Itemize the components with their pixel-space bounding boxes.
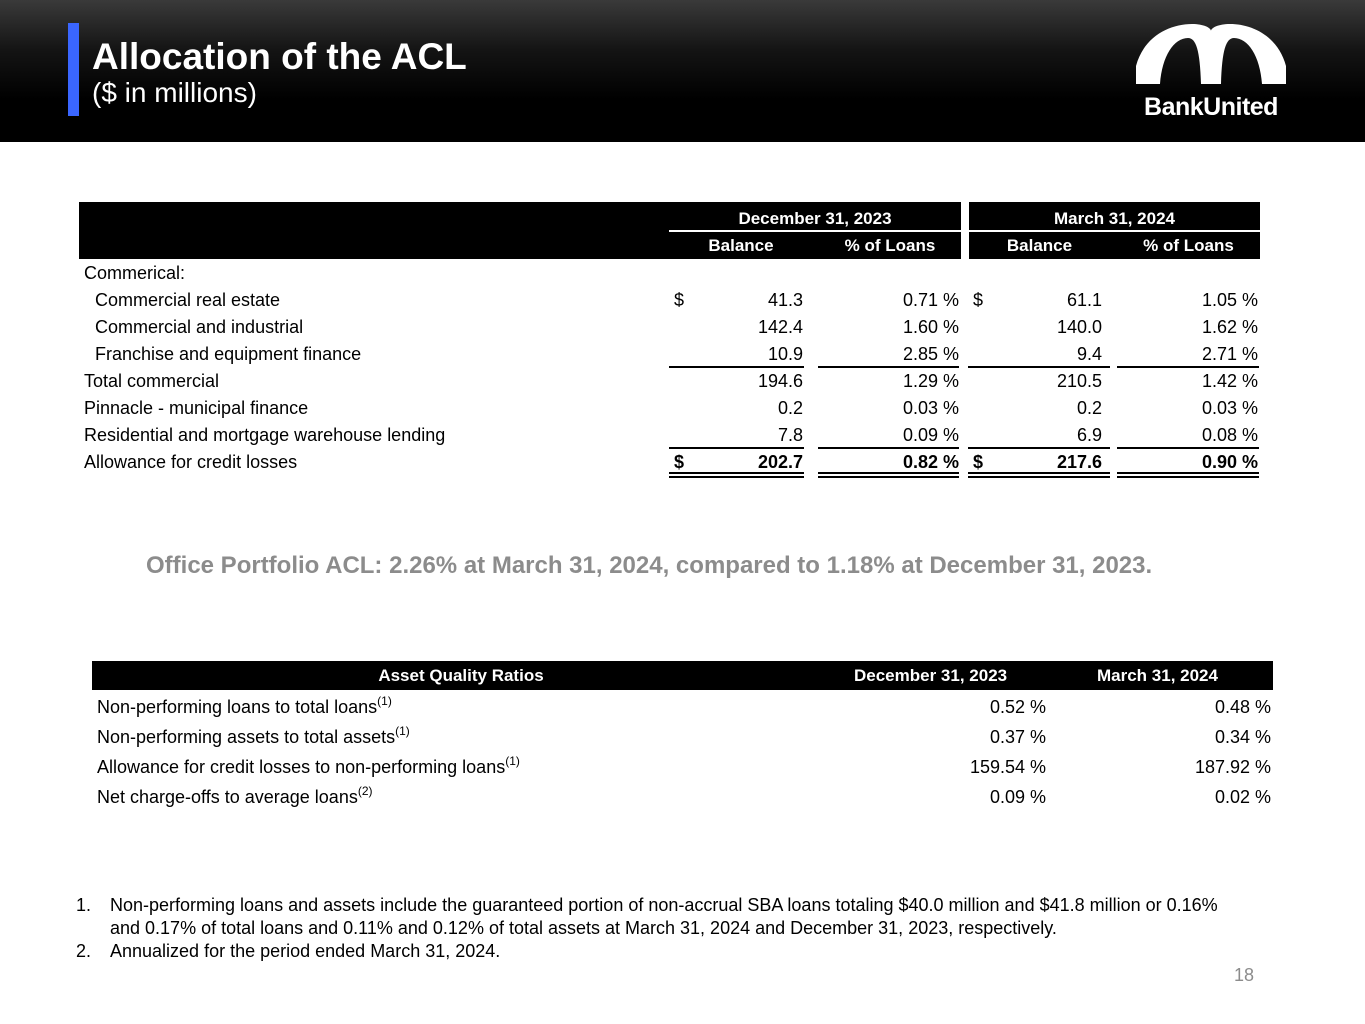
period-dec-2023: December 31, 2023 (738, 209, 892, 228)
pct-dec: 0.82 % (902, 452, 959, 472)
pct-mar: 1.05 % (1201, 290, 1258, 310)
office-portfolio-note: Office Portfolio ACL: 2.26% at March 31, 2024, compared to 1.18% at December 31, 2023. (146, 552, 1153, 579)
pct-mar: 0.03 % (1201, 398, 1258, 418)
currency-symbol: $ (674, 452, 685, 472)
balance-dec: 194.6 (757, 371, 803, 391)
page-subtitle: ($ in millions) (92, 77, 257, 108)
col-pct-mar: % of Loans (1143, 236, 1234, 255)
balance-mar: 9.4 (1076, 344, 1102, 364)
logo-text: BankUnited (1144, 93, 1278, 121)
ratio-label: Non-performing loans to total loans$^{(1)}$ (97, 694, 392, 717)
subtotal-rule (818, 366, 959, 368)
header-rule (669, 230, 961, 232)
pct-dec: 0.71 % (902, 290, 959, 310)
page-number: 18 (1234, 965, 1255, 985)
subtotal-rule (968, 447, 1110, 449)
total-double-rule (818, 476, 959, 478)
footnote-text: Non-performing loans and assets include the guaranteed portion of non-accrual SBA loans totaling $40.0 million and $41.8 million or 0.16% and 0.17% of total loans and 0.11% and 0.12% of total assets at March 31, 2024 and December 31, 2023, respectively. (110, 895, 1218, 938)
row-label: Commerical: (84, 263, 186, 283)
pct-mar: 0.08 % (1201, 425, 1258, 445)
balance-dec: 0.2 (777, 398, 803, 418)
currency-symbol: $ (973, 290, 984, 310)
total-double-rule (1117, 472, 1259, 474)
ratio-label: Allowance for credit losses to non-performing loans$^{(1)}$ (97, 754, 520, 777)
footnotes (76, 894, 1246, 963)
col-dec-2023: December 31, 2023 (854, 666, 1008, 685)
subtotal-rule (669, 366, 804, 368)
row-label: Pinnacle - municipal finance (84, 398, 309, 418)
balance-dec: 142.4 (757, 317, 803, 337)
ratio-mar: 0.48 % (1214, 697, 1271, 717)
pct-mar: 0.90 % (1201, 452, 1258, 472)
ratio-dec: 0.52 % (989, 697, 1046, 717)
balance-dec: 7.8 (777, 425, 803, 445)
currency-symbol: $ (973, 452, 984, 472)
header-gap (961, 202, 969, 259)
pct-dec: 1.29 % (902, 371, 959, 391)
col-mar-2024: March 31, 2024 (1097, 666, 1218, 685)
row-label: Total commercial (84, 371, 220, 391)
footnote-1 (76, 894, 1246, 940)
ratio-dec: 0.09 % (989, 787, 1046, 807)
period-mar-2024: March 31, 2024 (1054, 209, 1175, 228)
row-label: Allowance for credit losses (84, 452, 298, 472)
total-double-rule (968, 472, 1110, 474)
pct-dec: 1.60 % (902, 317, 959, 337)
subtotal-rule (818, 447, 959, 449)
col-balance-dec: Balance (708, 236, 774, 255)
page-title: Allocation of the ACL (92, 36, 467, 77)
row-label: Franchise and equipment finance (95, 344, 362, 364)
subtotal-rule (1117, 366, 1259, 368)
header-rule (969, 230, 1260, 232)
subtotal-rule (968, 366, 1110, 368)
row-label: Commercial real estate (95, 290, 281, 310)
footnote-number: 2. (76, 941, 92, 961)
subtotal-rule (1117, 447, 1259, 449)
ratio-dec: 0.37 % (989, 727, 1046, 747)
total-double-rule (669, 476, 804, 478)
asset-quality-title: Asset Quality Ratios (378, 666, 544, 685)
header-banner (0, 0, 1365, 142)
pct-dec: 0.09 % (902, 425, 959, 445)
row-label: Residential and mortgage warehouse lending (84, 425, 446, 445)
accent-bar (68, 23, 79, 116)
pct-mar: 1.62 % (1201, 317, 1258, 337)
balance-mar: 210.5 (1056, 371, 1102, 391)
row-label: Commercial and industrial (95, 317, 304, 337)
footnote-text: Annualized for the period ended March 31, 2024. (110, 941, 501, 961)
balance-mar: 217.6 (1056, 452, 1102, 472)
ratio-mar: 187.92 % (1194, 757, 1271, 777)
ratio-mar: 0.02 % (1214, 787, 1271, 807)
subtotal-rule (669, 447, 804, 449)
pct-dec: 2.85 % (902, 344, 959, 364)
pct-dec: 0.03 % (902, 398, 959, 418)
ratio-dec: 159.54 % (969, 757, 1046, 777)
currency-symbol: $ (674, 290, 685, 310)
balance-mar: 61.1 (1066, 290, 1102, 310)
ratio-mar: 0.34 % (1214, 727, 1271, 747)
col-balance-mar: Balance (1006, 236, 1073, 255)
total-double-rule (968, 476, 1110, 478)
balance-dec: 202.7 (757, 452, 803, 472)
col-pct-dec: % of Loans (844, 236, 936, 255)
balance-mar: 140.0 (1056, 317, 1102, 337)
balance-dec: 41.3 (767, 290, 803, 310)
total-double-rule (818, 472, 959, 474)
total-double-rule (1117, 476, 1259, 478)
footnote-number: 1. (76, 895, 92, 915)
balance-mar: 0.2 (1076, 398, 1102, 418)
pct-mar: 2.71 % (1201, 344, 1258, 364)
balance-dec: 10.9 (767, 344, 803, 364)
total-double-rule (669, 472, 804, 474)
pct-mar: 1.42 % (1201, 371, 1258, 391)
ratio-label: Net charge-offs to average loans$^{(2)}$ (97, 784, 373, 807)
footnote-2 (76, 940, 1246, 963)
balance-mar: 6.9 (1076, 425, 1102, 445)
ratio-label: Non-performing assets to total assets$^{(1)}$ (97, 724, 410, 747)
